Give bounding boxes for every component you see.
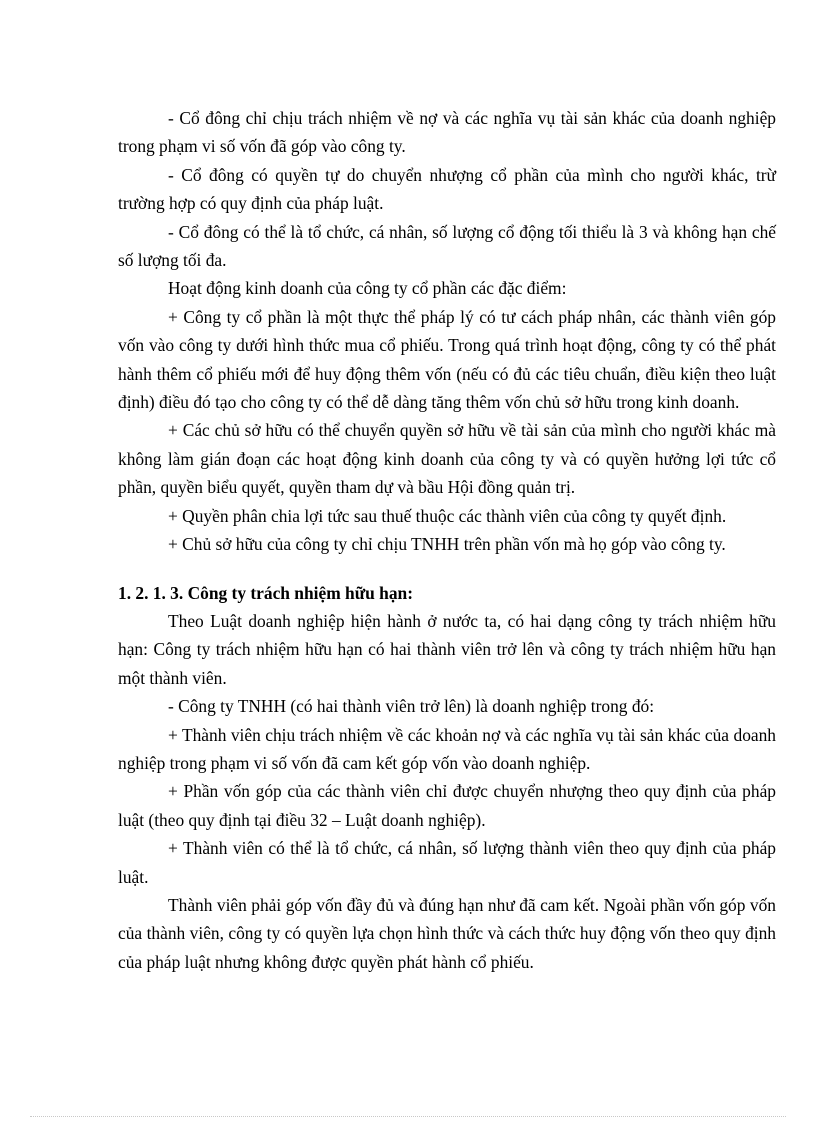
paragraph-member-liability: + Thành viên chịu trách nhiệm về các khoản nợ và các nghĩa vụ tài sản khác của doanh nghiệp trong phạm vi số vốn đã cam kết góp vốn vào doanh nghiệp.	[118, 724, 776, 773]
paragraph-business-features-intro: Hoạt động kinh doanh của công ty cổ phần các đặc điểm:	[168, 278, 567, 299]
paragraph-capital-transfer: + Phần vốn góp của các thành viên chỉ được chuyển nhượng theo quy định của pháp luật (theo quy định tại điều 32 – Luật doanh nghiệp).	[118, 781, 776, 830]
paragraph-llc-types: Theo Luật doanh nghiệp hiện hành ở nước ta, có hai dạng công ty trách nhiệm hữu hạn: Công ty trách nhiệm hữu hạn có hai thành viên trở lên và công ty trách nhiệm hữu hạn một thành viên.	[118, 610, 776, 688]
page-bottom-divider	[30, 1116, 786, 1117]
paragraph-ownership-transfer: + Các chủ sở hữu có thể chuyển quyền sở hữu về tài sản của mình cho người khác mà không làm gián đoạn các hoạt động kinh doanh của công ty và có quyền hưởng lợi tức cổ phần, quyền biểu quyết, quyền tham dự và bầu Hội đồng quản trị.	[118, 420, 776, 498]
document-page	[118, 104, 776, 976]
paragraph-capital-contribution: Thành viên phải góp vốn đầy đủ và đúng hạn như đã cam kết. Ngoài phần vốn góp vốn của thành viên, công ty có quyền lựa chọn hình thức và cách thức huy động vốn theo quy định của pháp luật nhưng không được quyền phát hành cổ phiếu.	[118, 894, 776, 972]
paragraph-shareholder-count: - Cổ đông có thể là tổ chức, cá nhân, số lượng cổ động tối thiểu là 3 và không hạn chế số lượng tối đa.	[118, 221, 776, 271]
paragraph-legal-entity: + Công ty cổ phần là một thực thể pháp lý có tư cách pháp nhân, các thành viên góp vốn vào công ty dưới hình thức mua cổ phiếu. Trong quá trình hoạt động, công ty có thể phát hành thêm cổ phiếu mới để huy động thêm vốn (nếu có đủ các tiêu chuẩn, điều kiện theo luật định) điều đó tạo cho công ty có thể dễ dàng tăng thêm vốn chủ sở hữu trong kinh doanh.	[118, 306, 776, 413]
paragraph-share-transfer: - Cổ đông có quyền tự do chuyển nhượng cổ phần của mình cho người khác, trừ trường hợp có quy định của pháp luật.	[118, 164, 776, 214]
paragraph-llc-definition: - Công ty TNHH (có hai thành viên trở lên) là doanh nghiệp trong đó:	[168, 696, 655, 717]
paragraph-member-count: + Thành viên có thể là tổ chức, cá nhân, số lượng thành viên theo quy định của pháp luật.	[118, 838, 776, 887]
paragraph-limited-liability: + Chủ sở hữu của công ty chỉ chịu TNHH trên phần vốn mà họ góp vào công ty.	[168, 534, 726, 555]
section-heading: 1. 2. 1. 3. Công ty trách nhiệm hữu hạn:	[118, 582, 413, 603]
paragraph-profit-distribution: + Quyền phân chia lợi tức sau thuế thuộc các thành viên của công ty quyết định.	[168, 505, 727, 526]
paragraph-shareholder-liability: - Cổ đông chỉ chịu trách nhiệm về nợ và các nghĩa vụ tài sản khác của doanh nghiệp trong phạm vi số vốn đã góp vào công ty.	[118, 108, 776, 157]
